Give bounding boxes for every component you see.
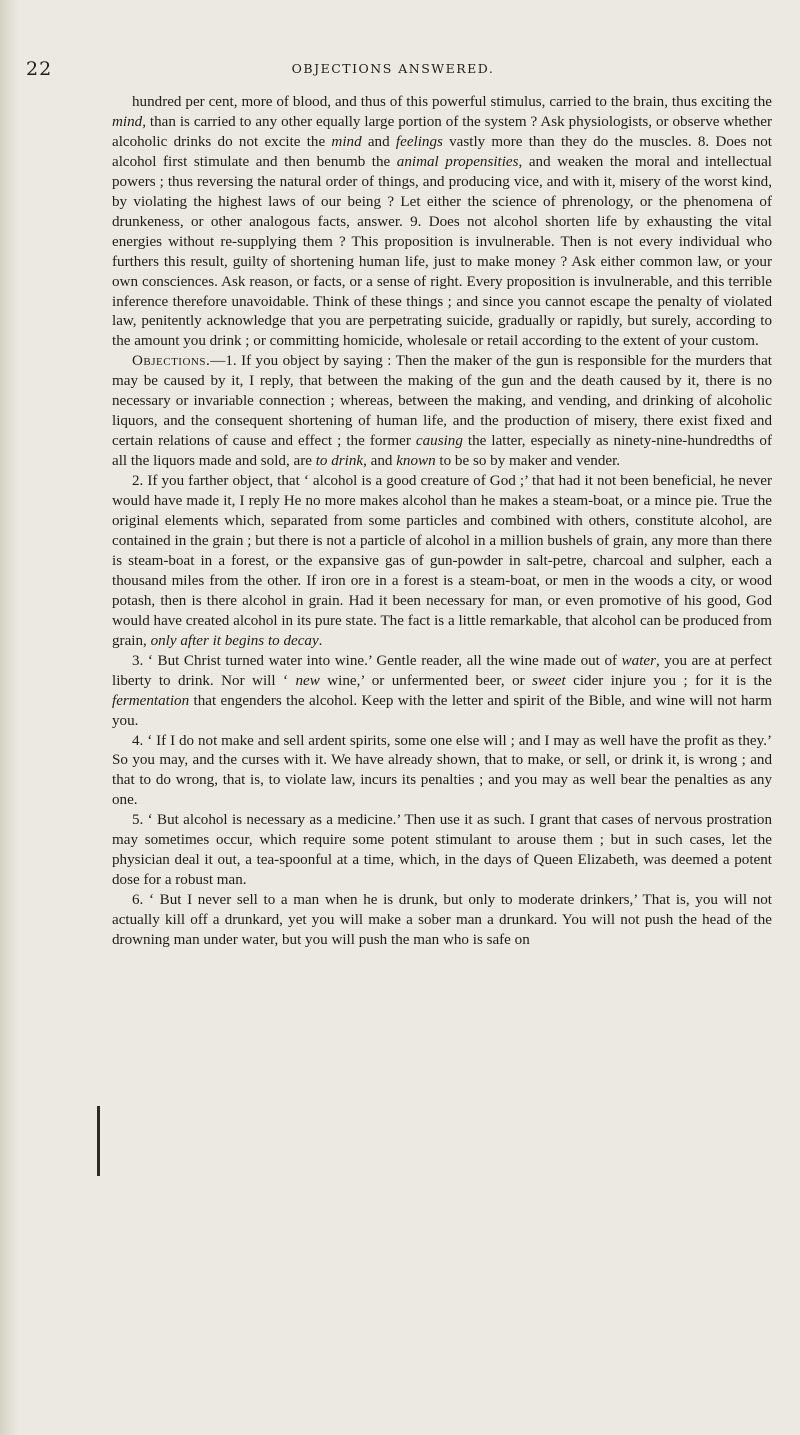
text-run: to be so by maker and vender. <box>435 453 621 470</box>
italic-text: only after it begins to decay <box>150 632 319 649</box>
text-run: and <box>361 133 396 150</box>
text-run: that engenders the alcohol. Keep with the letter and spirit of the Bible, and wine will not harm you. <box>112 692 772 729</box>
paragraph <box>112 652 772 732</box>
text-run: vastly more than they do the muscles. 8. Does not alcohol first stimulate and then benumb the <box>112 133 773 170</box>
paragraph <box>112 352 772 472</box>
italic-text: new <box>295 672 320 689</box>
italic-text: causing <box>415 433 463 450</box>
paragraph <box>112 891 772 951</box>
italic-text: mind <box>331 133 362 150</box>
italic-text: water <box>621 652 656 669</box>
italic-text: feelings <box>395 133 443 150</box>
italic-text: to drink <box>315 453 364 470</box>
text-run: , you are at perfect liberty to drink. Nor will ‘ <box>112 652 772 689</box>
body-text <box>112 93 772 951</box>
text-run: 2. If you farther object, that ‘ alcohol is a good creature of God ;’ that had it not been beneficial, he never would have made it, I reply He no more makes alcohol than he makes a steam-boat, or a mince pie. True the original elements which, separated from some particles and combined with others, constitute alcohol, are contained in the grain ; but there is not a particle of alcohol in a million bushels of grain, any more than there is steam-boat in a forest, or the expansive gas of gun-powder in salt-petre, charcoal and sulpher, each a thousand miles from the other. If iron ore in a forest is a steam-boat, or men in the woods a city, or wood potash, then is there alcohol in grain. Had it been necessary for man, or even promotive of his good, God would have created alcohol in its pure state. The fact is a little remarkable, that alcohol can be produced from grain, <box>112 473 772 649</box>
text-run: , and <box>363 453 397 470</box>
text-run: 6. ‘ But I never sell to a man when he is drunk, but only to moderate drinkers,’ That is, you will not actually kill off a drunkard, yet you will make a sober man a drunkard. You will not push the head of the drowning man under water, but you will push the man who is safe on <box>112 892 772 949</box>
page-gutter-shadow <box>0 0 18 1435</box>
italic-text: mind <box>112 113 143 130</box>
text-run: 3. ‘ But Christ turned water into wine.’ Gentle reader, all the wine made out of <box>132 652 622 669</box>
running-title: OBJECTIONS ANSWERED. <box>291 61 495 76</box>
small-caps-text: Objections. <box>132 353 211 370</box>
text-run: 4. ‘ If I do not make and sell ardent spirits, some one else will ; and I may as well have the profit as they.’ So you may, and the curses with it. We have already shown, that to make, or sell, or drink it, is wrong ; and that to do wrong, that is, to violate law, incurs its penalties ; and you may as well bear the penalties as any one. <box>112 732 772 809</box>
text-run: , than is carried to any other equally large portion of the system ? Ask physiologists, or observe whether alcoholic drinks do not excite the <box>112 113 772 150</box>
text-run: cider injure you ; for it is the <box>565 672 772 689</box>
paragraph <box>112 93 772 352</box>
text-run: the latter, especially as ninety-nine-hundredths of all the liquors made and sold, are <box>112 433 772 470</box>
text-run: 5. ‘ But alcohol is necessary as a medicine.’ Then use it as such. I grant that cases of nervous prostration may sometimes occur, which require some potent stimulant to arouse them ; but in such cases, let the physician deal it out, a tea-spoonful at a time, which, in the days of Queen Elizabeth, was deemed a potent dose for a robust man. <box>112 812 772 889</box>
text-run: hundred per cent, more of blood, and thus of this powerful stimulus, carried to the brain, thus exciting the <box>132 94 772 110</box>
italic-text: fermentation <box>112 692 190 709</box>
text-run: wine,’ or unfermented beer, or <box>319 672 533 689</box>
page-number: 22 <box>26 58 53 80</box>
paragraph <box>112 732 772 812</box>
paragraph <box>112 811 772 891</box>
text-run: —1. If you object by saying : Then the maker of the gun is responsible for the murders that may be caused by it, I reply, that between the making of the gun and the death caused by it, there is no necessary or invariable connection ; whereas, between the making, and vending, and drinking of alcoholic liquors, and the consequent shortening of human life, and the production of misery, there exist fixed and certain relations of cause and effect ; the former <box>112 353 772 450</box>
italic-text: known <box>396 453 436 470</box>
margin-line-mark <box>97 1106 100 1176</box>
running-head <box>26 58 760 82</box>
text-run: , and weaken the moral and intellectual powers ; thus reversing the natural order of things, and producing vice, and with it, misery of the worst kind, by violating the highest laws of our being ? Let either the science of phrenology, or the phenomena of drunkeness, or other analogous facts, answer. 9. Does not alcohol shorten life by exhausting the vital energies without re-supplying them ? This proposition is invulnerable. Then is not every individual who furthers this result, guilty of shortening human life, just to make money ? Ask either common law, or your own consciences. Ask reason, or facts, or a sense of right. Every proposition is invulnerable, and this terrible inference therefore unavoidable. Think of these things ; and since you cannot escape the penalty of violated law, penitently acknowledge that you are perpetrating suicide, gradually or rapidly, but surely, according to the amount you drink ; or committing homicide, wholesale or retail according to the extent of your custom. <box>112 153 772 350</box>
paragraph <box>112 472 772 652</box>
italic-text: sweet <box>532 672 566 689</box>
text-run: . <box>318 632 323 649</box>
italic-text: animal propensities <box>396 153 519 170</box>
